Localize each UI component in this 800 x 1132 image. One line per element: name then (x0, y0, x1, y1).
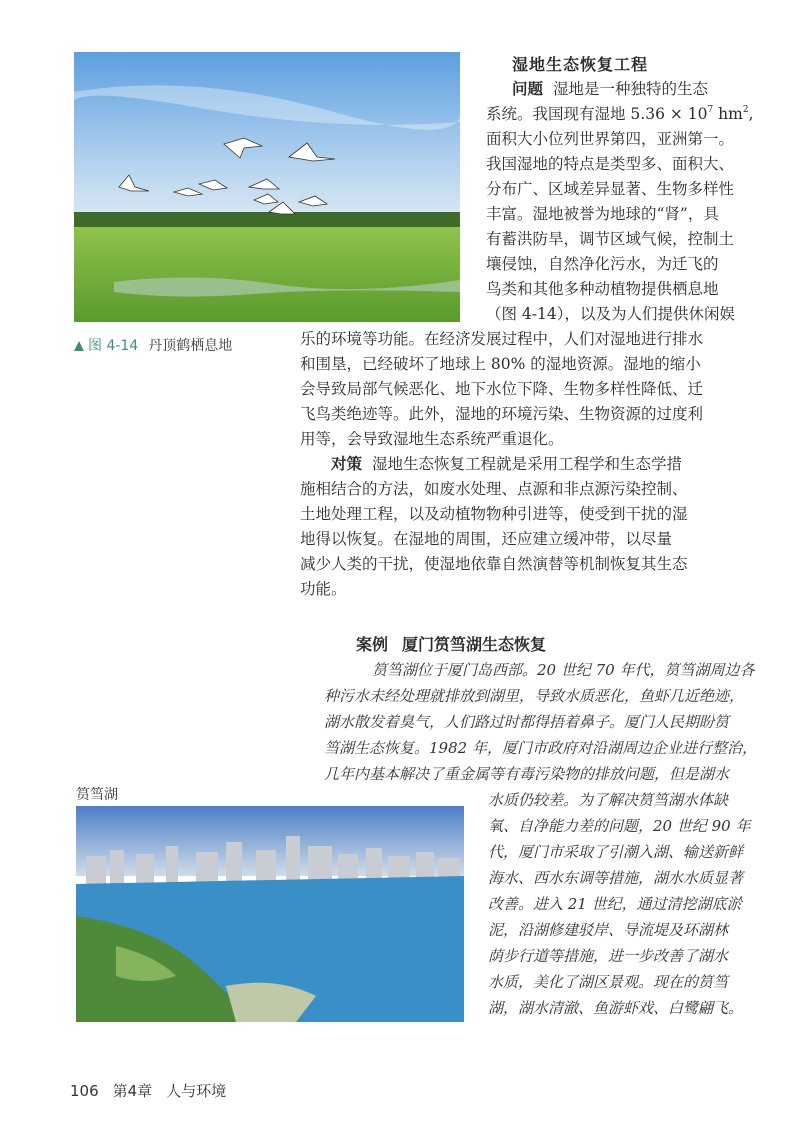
problem-line-7: 有蓄洪防旱，调节区域气候，控制土 (486, 230, 735, 248)
figure-number: 图 4-14 (88, 338, 139, 354)
measure-label: 对策 (331, 455, 363, 473)
chapter-title: 人与环境 (166, 1082, 227, 1100)
case-line-13: 水质，美化了湖区景观。现在的筼筜 (488, 973, 729, 991)
page-footer (70, 1080, 240, 1101)
case-line-8: 代，厦门市采取了引潮入湖、输送新鲜 (488, 843, 744, 861)
page-number: 106 (70, 1082, 99, 1100)
figure-caption-text: 丹顶鹤栖息地 (148, 338, 233, 354)
case-heading (356, 632, 546, 655)
measure-line-2: 施相结合的方法，如废水处理、点源和非点源污染控制、 (300, 480, 688, 498)
chapter-number: 第4章 (112, 1082, 153, 1100)
yundang-lake-photo (76, 806, 464, 1022)
figure-4-14-caption (74, 335, 232, 355)
case-line-1: 筼筜湖位于厦门岛西部。20 世纪 70 年代，筼筜湖周边各 (372, 661, 755, 679)
measure-line-4: 地得以恢复。在湿地的周围，还应建立缓冲带，以尽量 (300, 530, 673, 548)
case-line-7: 氧、自净能力差的问题，20 世纪 90 年 (488, 817, 751, 835)
problem-line-6: 丰富。湿地被誉为地球的“肾”，具 (486, 205, 719, 223)
problem-line-2: 系统。我国现有湿地 $5.36 \times 10^7$ $hm^2$, (486, 105, 754, 123)
section-title: 湿地生态恢复工程 (512, 55, 649, 74)
crane-habitat-photo (74, 52, 460, 322)
case-title: 厦门筼筜湖生态恢复 (402, 635, 547, 654)
case-line-14: 湖，湖水清澈、鱼游虾戏、白鹭翩飞。 (488, 999, 744, 1017)
measure-line-1: 对策 湿地生态恢复工程就是采用工程学和生态学措 (331, 455, 683, 473)
triangle-marker-icon (74, 341, 84, 351)
problem-line-15: 用等，会导致湿地生态系统严重退化。 (300, 430, 564, 448)
measure-line-3: 土地处理工程，以及动植物物种引进等，使受到干扰的湿 (300, 505, 688, 523)
case-line-3: 湖水散发着臭气，人们路过时都得捂着鼻子。厦门人民期盼筼 (324, 713, 730, 731)
problem-line-14: 飞鸟类绝迹等。此外，湿地的环境污染、生物资源的过度利 (300, 405, 704, 423)
problem-line-1: 问题 湿地是一种独特的生态 (512, 80, 709, 98)
problem-line-12: 和围垦，已经破坏了地球上 80% 的湿地资源。湿地的缩小 (300, 355, 701, 373)
case-label: 案例 (356, 635, 389, 654)
measure-line-5: 减少人类的干扰，使湿地依靠自然演替等机制恢复其生态 (300, 555, 688, 573)
case-line-2: 种污水未经处理就排放到湖里，导致水质恶化，鱼虾几近绝迹， (324, 687, 745, 705)
problem-line-8: 壤侵蚀，自然净化污水，为迁飞的 (486, 255, 719, 273)
case-line-6: 水质仍较差。为了解决筼筜湖水体缺 (488, 791, 729, 809)
problem-line-13: 会导致局部气候恶化、地下水位下降、生物多样性降低、迁 (300, 380, 704, 398)
problem-line-11: 乐的环境等功能。在经济发展过程中，人们对湿地进行排水 (300, 330, 704, 348)
problem-line-10: （图 4-14），以及为人们提供休闲娱 (486, 305, 736, 323)
case-line-9: 海水、西水东调等措施，湖水水质显著 (488, 869, 744, 887)
problem-line-5: 分布广、区域差异显著、生物多样性 (486, 180, 735, 198)
case-line-12: 荫步行道等措施，进一步改善了湖水 (488, 947, 729, 965)
case-line-4: 筜湖生态恢复。1982 年，厦门市政府对沿湖周边企业进行整治， (324, 739, 757, 757)
problem-line-4: 我国湿地的特点是类型多、面积大、 (486, 155, 735, 173)
case-line-10: 改善。进入 21 世纪，通过清挖湖底淤 (488, 895, 742, 913)
yundang-lake-caption: 筼筜湖 (76, 787, 118, 803)
case-line-5: 几年内基本解决了重金属等有毒污染物的排放问题，但是湖水 (324, 765, 730, 783)
problem-label: 问题 (512, 80, 544, 98)
problem-line-9: 鸟类和其他多种动植物提供栖息地 (486, 280, 719, 298)
case-line-11: 泥，沿湖修建驳岸、导流堤及环湖林 (488, 921, 729, 939)
measure-line-6: 功能。 (300, 580, 347, 598)
problem-line-3: 面积大小位列世界第四，亚洲第一。 (486, 130, 735, 148)
